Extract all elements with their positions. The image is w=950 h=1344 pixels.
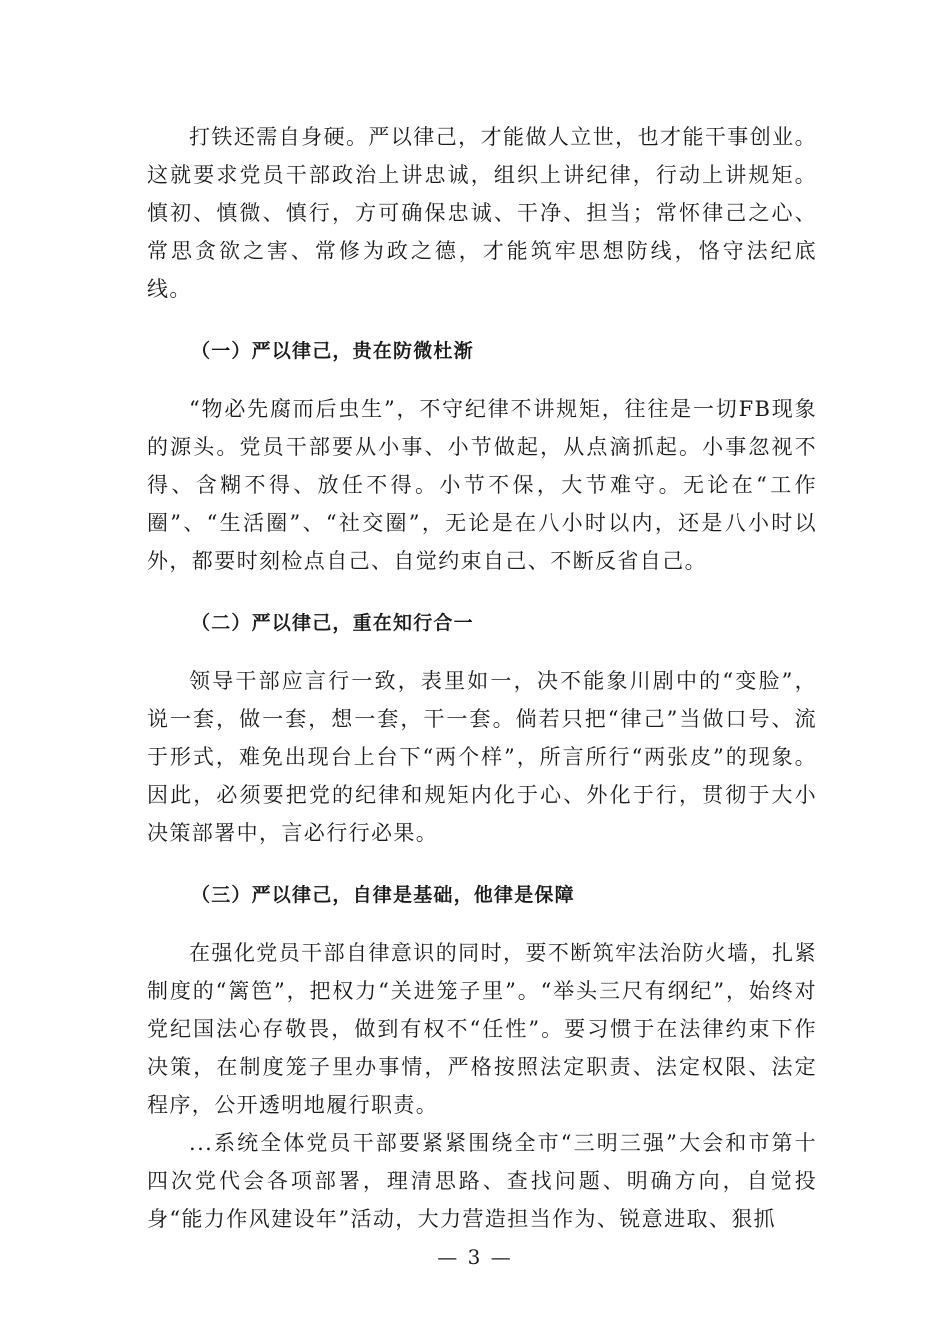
document-body [147, 118, 817, 1238]
section-2-heading: （二）严以律己，重在知行合一 [191, 612, 474, 634]
section-1-heading: （一）严以律己，贵在防微杜渐 [191, 340, 474, 362]
section-2-paragraph: 领导干部应言行一致，表里如一，决不能象川剧中的“变脸”，说一套，做一套，想一套，干一套。倘若只把“律己”当做口号、流于形式，难免出现台上台下“两个样”，所言所行“两张皮”的现象。因此，必须要把党的纪律和规矩内化于心、外化于行，贯彻于大小决策部署中，言必行行必果。 [147, 669, 817, 845]
section-3-heading: （三）严以律己，自律是基础，他律是保障 [191, 884, 575, 906]
closing-paragraph: ...系统全体党员干部要紧紧围绕全市“三明三强”大会和市第十四次党代会各项部署，理清思路、查找问题、明确方向，自觉投身“能力作风建设年”活动，大力营造担当作为、锐意进取、狠抓 [147, 1131, 817, 1231]
page-number: — 3 — [437, 1245, 513, 1269]
section-3-paragraph: 在强化党员干部自律意识的同时，要不断筑牢法治防火墙，扎紧制度的“篱笆”，把权力“关进笼子里”。“举头三尺有纲纪”，始终对党纪国法心存敬畏，做到有权不“任性”。要习惯于在法律约束下作决策，在制度笼子里办事情，严格按照法定职责、法定权限、法定程序，公开透明地履行职责。 [147, 941, 817, 1117]
section-1-paragraph: “物必先腐而后虫生”，不守纪律不讲规矩，往往是一切FB现象的源头。党员干部要从小事、小节做起，从点滴抓起。小事忽视不得、含糊不得、放任不得。小节不保，大节难守。无论在“工作圈”、“生活圈”、“社交圈”，无论是在八小时以内，还是八小时以外，都要时刻检点自己、自觉约束自己、不断反省自己。 [147, 397, 817, 573]
intro-paragraph: 打铁还需自身硬。严以律己，才能做人立世，也才能干事创业。这就要求党员干部政治上讲忠诚，组织上讲纪律，行动上讲规矩。慎初、慎微、慎行，方可确保忠诚、干净、担当；常怀律己之心、常思贪欲之害、常修为政之德，才能筑牢思想防线，恪守法纪底线。 [147, 125, 817, 301]
